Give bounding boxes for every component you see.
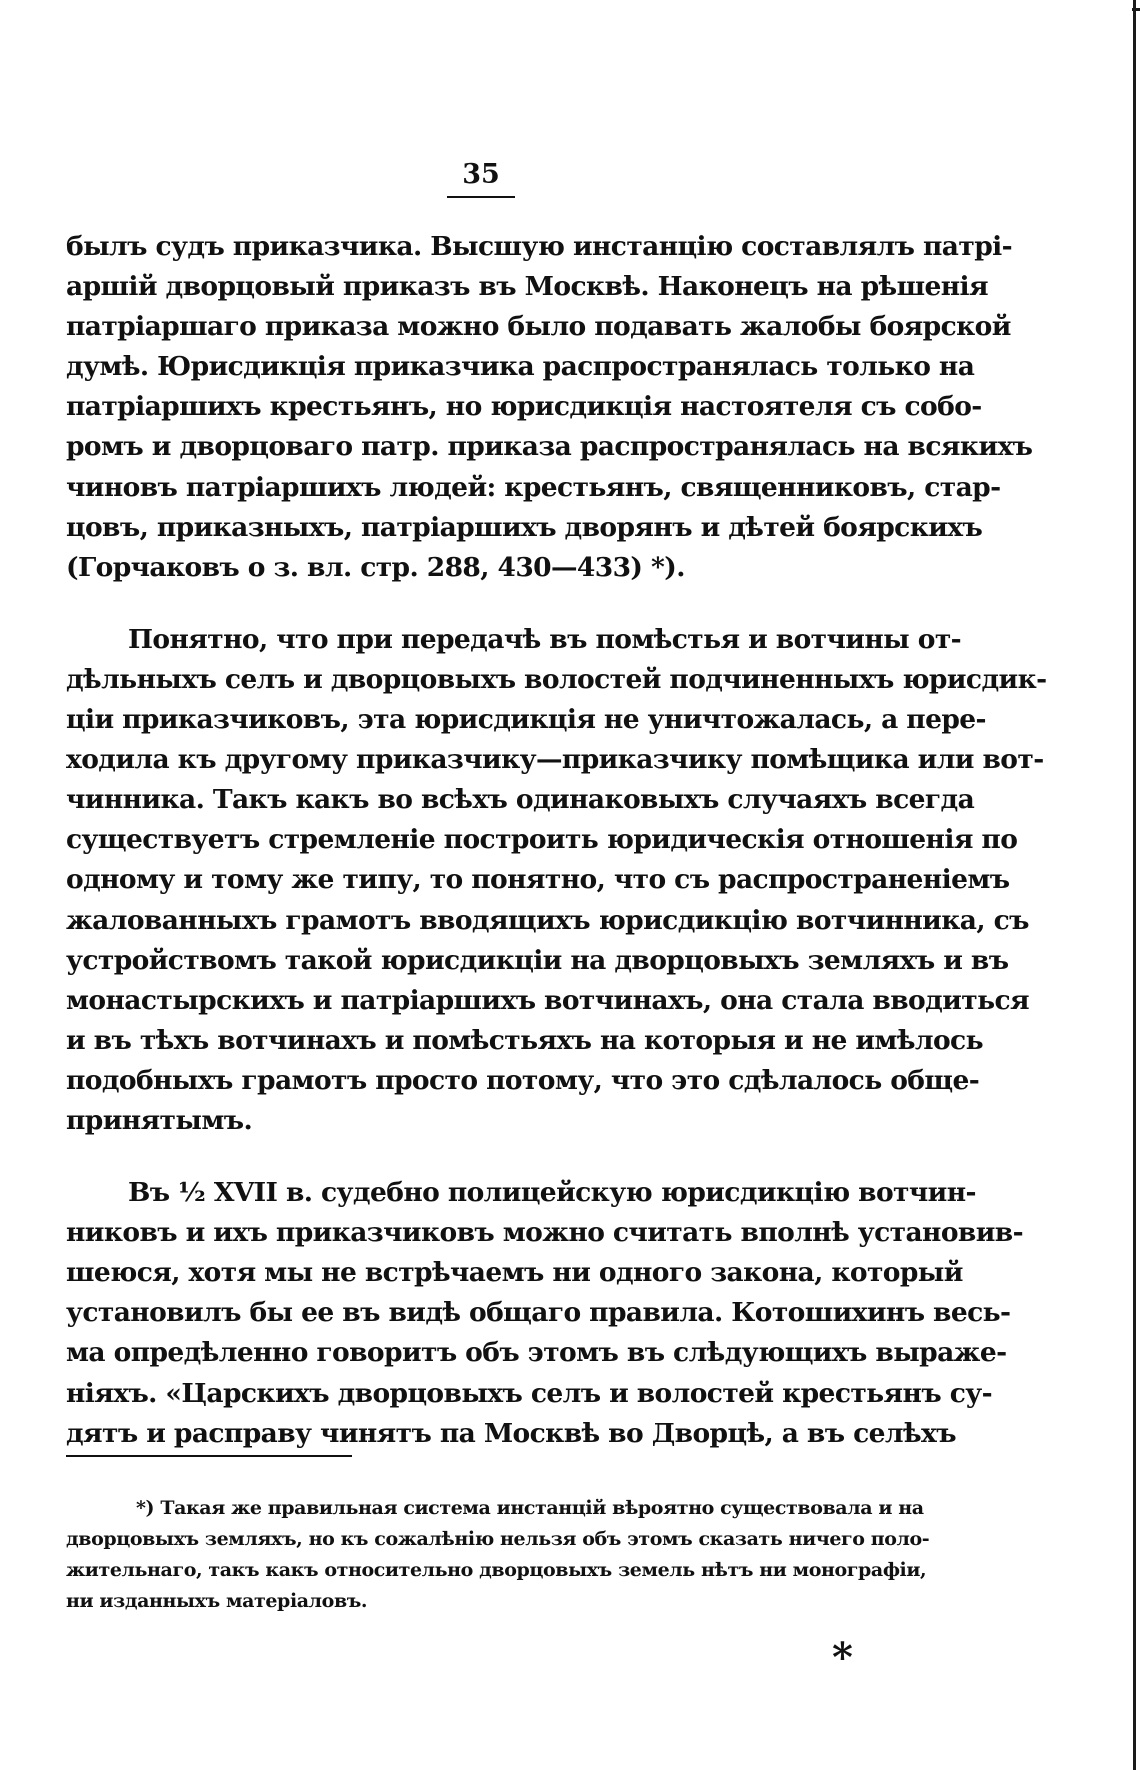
paragraph-1 — [66, 227, 1033, 588]
footnote-line: *) Такая же правильная система инстанцій вѣроятно существовала и на — [136, 1497, 924, 1519]
text-line: патріаршаго приказа можно было подавать жалобы боярской — [66, 311, 1011, 343]
page-edge-tick — [1132, 8, 1140, 11]
footnote-line: ни изданныхъ матеріаловъ. — [66, 1590, 368, 1612]
text-line: подобныхъ грамотъ просто потому, что это сдѣлалось обще- — [66, 1064, 980, 1096]
paragraph-gap — [66, 1141, 911, 1173]
paragraph-3 — [66, 1173, 1023, 1454]
text-line: принятымъ. — [66, 1104, 253, 1136]
text-line: ма опредѣленно говоритъ объ этомъ въ слѣдующихъ выраже- — [66, 1337, 1007, 1369]
text-line: Понятно, что при передачѣ въ помѣстья и вотчины от- — [128, 623, 962, 655]
page-number: 35 — [447, 158, 515, 198]
signature-mark: * — [832, 1634, 853, 1681]
page-edge — [1130, 0, 1140, 1770]
text-line: ціи приказчиковъ, эта юрисдикція не уничтожалась, а пере- — [66, 704, 986, 736]
text-line: установилъ бы ее въ видѣ общаго правила. Котошихинъ весь- — [66, 1297, 1011, 1329]
paragraph-2 — [66, 620, 1047, 1141]
text-line: былъ судъ приказчика. Высшую инстанцію составлялъ патрі- — [66, 231, 1012, 262]
text-line: цовъ, приказныхъ, патріаршихъ дворянъ и дѣтей боярскихъ — [66, 511, 983, 543]
text-line: жалованныхъ грамотъ вводящихъ юрисдикцію вотчинника, съ — [66, 904, 1029, 936]
text-line: чиновъ патріаршихъ людей: крестьянъ, священниковъ, стар- — [66, 471, 1001, 503]
text-line: никовъ и ихъ приказчиковъ можно считать вполнѣ установив- — [66, 1217, 1023, 1249]
footnote — [66, 1493, 930, 1617]
text-line: ромъ и дворцоваго патр. приказа распространялась на всякихъ — [66, 431, 1033, 463]
footnote-separator — [66, 1455, 352, 1457]
text-line: шеюся, хотя мы не встрѣчаемъ ни одного закона, который — [66, 1257, 963, 1289]
paragraph-gap — [66, 588, 911, 620]
text-line: Въ ½ XVII в. судебно полицейскую юрисдикцію вотчин- — [128, 1177, 976, 1209]
text-line: чинника. Такъ какъ во всѣхъ одинаковыхъ случаяхъ всегда — [66, 784, 975, 816]
text-line: думѣ. Юрисдикція приказчика распространялась только на — [66, 351, 975, 383]
text-line: (Горчаковъ о з. вл. стр. 288, 430—433) *). — [66, 551, 685, 583]
text-line: ходила къ другому приказчику—приказчику помѣщика или вот- — [66, 744, 1044, 776]
text-line: одному и тому же типу, то понятно, что съ распространеніемъ — [66, 864, 1010, 896]
text-line: ніяхъ. «Царскихъ дворцовыхъ селъ и волостей крестьянъ су- — [66, 1377, 992, 1409]
text-line: монастырскихъ и патріаршихъ вотчинахъ, она стала вводиться — [66, 984, 1029, 1016]
footnote-line: жительнаго, такъ какъ относительно дворцовыхъ земель нѣтъ ни монографіи, — [66, 1559, 927, 1581]
text-line: и въ тѣхъ вотчинахъ и помѣстьяхъ на которыя и не имѣлось — [66, 1024, 983, 1056]
text-line: дѣльныхъ селъ и дворцовыхъ волостей подчиненныхъ юрисдик- — [66, 663, 1047, 695]
text-line: патріаршихъ крестьянъ, но юрисдикція настоятеля съ собо- — [66, 391, 982, 423]
page-edge-bar — [1133, 0, 1136, 1770]
text-line: существуетъ стремленіе построить юридическія отношенія по — [66, 824, 1018, 856]
footnote-line: дворцовыхъ земляхъ, но къ сожалѣнію нельзя объ этомъ сказать ничего поло- — [66, 1528, 930, 1550]
text-line: устройствомъ такой юрисдикціи на дворцовыхъ земляхъ и въ — [66, 944, 1009, 976]
body-text — [66, 227, 1047, 1454]
text-line: аршій дворцовый приказъ въ Москвѣ. Наконецъ на рѣшенія — [66, 271, 988, 303]
text-line: дятъ и расправу чинятъ па Москвѣ во Дворцѣ, а въ селѣхъ — [66, 1417, 956, 1449]
